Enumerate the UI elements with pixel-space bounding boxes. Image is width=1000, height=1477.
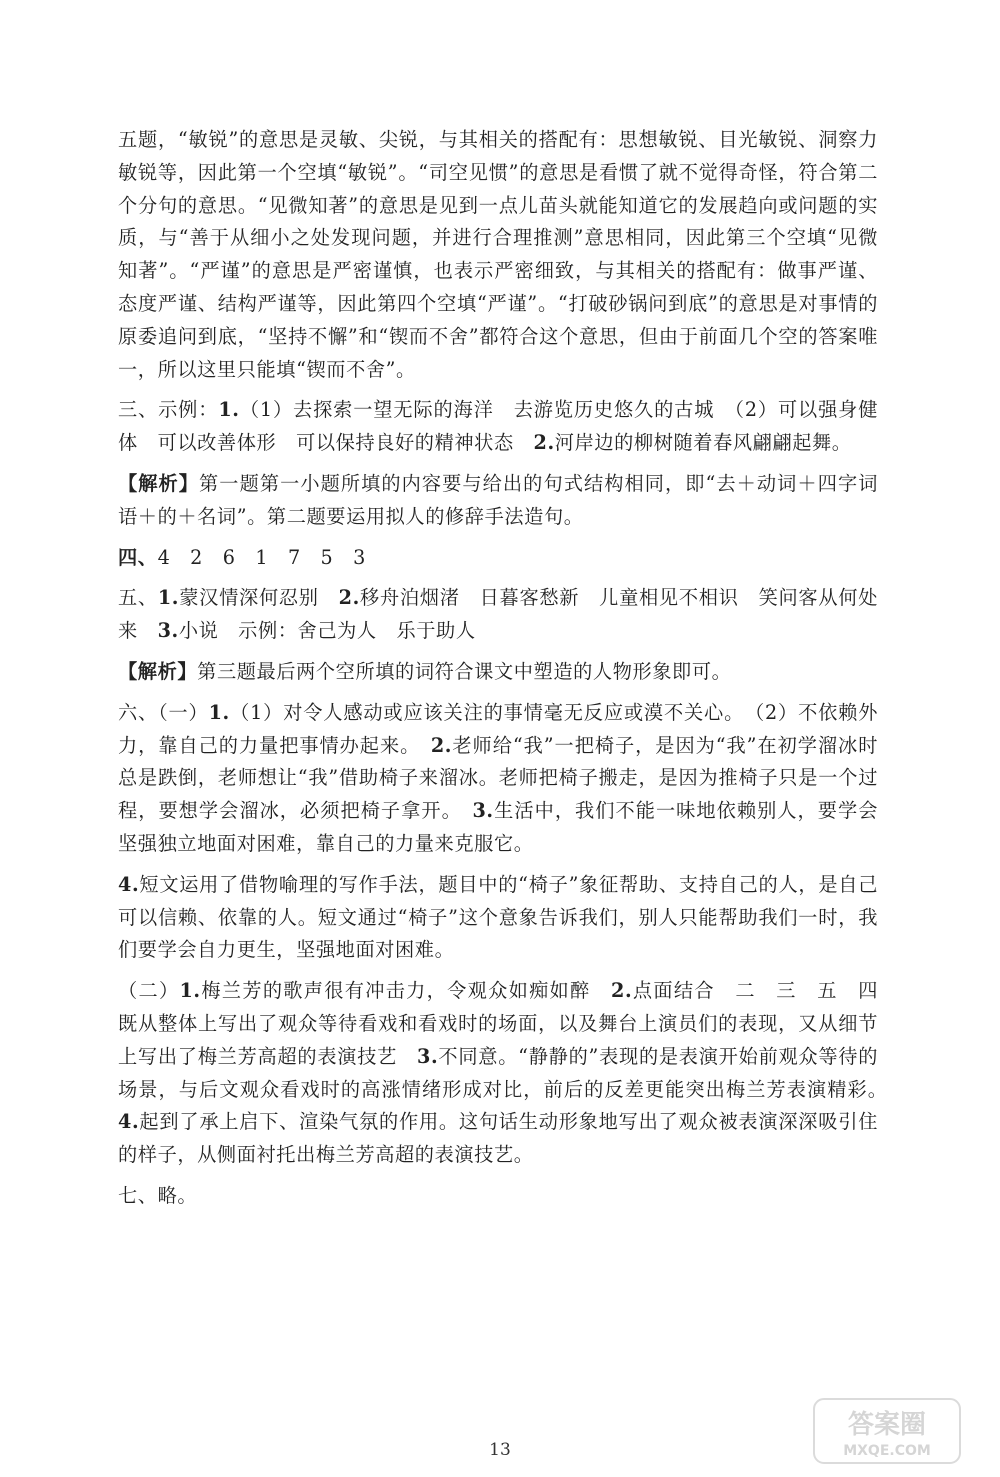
answer-section-5 bbox=[118, 582, 878, 648]
question-number: 2. bbox=[430, 733, 453, 757]
answer-text: （1）对令人感动或应该关注的事情毫无反应或漠不关心。 （2）不依赖外力，靠自己的力量把事情办起来。 bbox=[118, 700, 878, 757]
question-number: 1. bbox=[179, 979, 201, 1003]
answer-section-6-part-1 bbox=[118, 697, 878, 861]
answer-section-4 bbox=[118, 542, 878, 575]
question-number: 3. bbox=[472, 799, 494, 823]
svg-text:MXQE.COM: MXQE.COM bbox=[843, 1443, 931, 1459]
analysis-text: 第三题最后两个空所填的词符合课文中塑造的人物形象即可。 bbox=[197, 659, 732, 683]
question-number: 4. bbox=[118, 872, 140, 896]
question-number: 2. bbox=[533, 431, 555, 455]
answer-section-6-question-4 bbox=[118, 869, 878, 967]
answer-text: 老师给“我”一把椅子，是因为“我”在初学溜冰时总是跌倒，老师想让“我”借助椅子来溜冰。老师把椅子搬走，是因为推椅子只是一个过程，要想学会溜冰，必须把椅子拿开。 bbox=[118, 733, 878, 823]
analysis-section-3 bbox=[118, 468, 878, 534]
question-number: 2. bbox=[611, 979, 633, 1003]
answer-text: 蒙汉情深何忍别 bbox=[179, 586, 339, 610]
question-number: 3. bbox=[157, 619, 179, 643]
page-number: 13 bbox=[489, 1440, 511, 1460]
question-number: 2. bbox=[338, 586, 360, 610]
answer-text: 起到了承上启下、渲染气氛的作用。这句话生动形象地写出了观众被表演深深吸引住的样子，从侧面衬托出梅兰芳高超的表演技艺。 bbox=[118, 1110, 878, 1167]
question-number: 3. bbox=[417, 1044, 439, 1068]
answer-text: 移舟泊烟渚 日暮客愁新 儿童相见不相识 笑问客从何处来 bbox=[118, 586, 878, 643]
answer-text: 河岸边的柳树随着春风翩翩起舞。 bbox=[554, 431, 852, 455]
section-prefix: 六、（一） bbox=[118, 700, 209, 724]
question-number: 1. bbox=[218, 398, 240, 422]
answer-text: 不同意。“静静的”表现的是表演开始前观众等待的场景，与后文观众看戏时的高涨情绪形成对比，前后的反差更能突出梅兰芳表演精彩。 bbox=[118, 1044, 898, 1101]
question-number: 1. bbox=[208, 700, 230, 724]
answer-paragraph-5-explanation: 五题，“敏锐”的意思是灵敏、尖锐，与其相关的搭配有：思想敏锐、目光敏锐、洞察力敏锐等，因此第一个空填“敏锐”。“司空见惯”的意思是看惯了就不觉得奇怪，符合第二个分句的意思。“见微知著”的意思是见到一点儿苗头就能知道它的发展趋向或问题的实质，与“善于从细小之处发现问题，并进行合理推测”意思相同，因此第三个空填“见微知著”。“严谨”的意思是严密谨慎，也表示严密细致，与其相关的搭配有：做事严谨、态度严谨、结构严谨等，因此第四个空填“严谨”。“打破砂锅问到底”的意思是对事情的原委追问到底，“坚持不懈”和“锲而不舍”都符合这个意思，但由于前面几个空的答案唯一，所以这里只能填“锲而不舍”。 bbox=[118, 128, 878, 381]
question-number: 4. bbox=[118, 1110, 140, 1134]
answer-text: 4 2 6 1 7 5 3 bbox=[157, 545, 366, 569]
analysis-text: 第一题第一小题所填的内容要与给出的句式结构相同，即“去＋动词＋四字词语＋的＋名词”。第二题要运用拟人的修辞手法造句。 bbox=[118, 471, 878, 528]
answer-text: 短文运用了借物喻理的写作手法，题目中的“椅子”象征帮助、支持自己的人，是自己可以信赖、依靠的人。短文通过“椅子”这个意象告诉我们，别人只能帮助我们一时，我们要学会自力更生，坚强地面对困难。 bbox=[118, 872, 878, 962]
analysis-tag: 【解析】 bbox=[118, 659, 198, 683]
answer-section-7: 七、略。 bbox=[118, 1183, 198, 1207]
answer-text: 点面结合 二 三 五 四 既从整体上写出了观众等待看戏和看戏时的场面，以及舞台上演员们的表现，又从细节上写出了梅兰芳高超的表演技艺 bbox=[118, 979, 898, 1068]
svg-text:答案圈: 答案圈 bbox=[847, 1410, 927, 1440]
analysis-section-5 bbox=[118, 656, 878, 689]
section-prefix: 四、 bbox=[118, 545, 158, 569]
answer-page-body bbox=[118, 124, 898, 1221]
answer-text: （1）去探索一望无际的海洋 去游览历史悠久的古城 （2）可以强身健体 可以改善体形 可以保持良好的精神状态 bbox=[118, 398, 878, 455]
answer-text: 小说 示例：舍己为人 乐于助人 bbox=[178, 619, 476, 643]
question-number: 1. bbox=[157, 586, 180, 610]
answer-section-6-part-2 bbox=[118, 975, 898, 1172]
section-prefix: 三、示例： bbox=[118, 398, 219, 422]
analysis-tag: 【解析】 bbox=[118, 471, 200, 495]
answer-text: 生活中，我们不能一味地依赖别人，要学会坚强独立地面对困难，靠自己的力量来克服它。 bbox=[118, 799, 878, 855]
watermark-logo bbox=[812, 1395, 962, 1467]
answer-text: 梅兰芳的歌声很有冲击力，令观众如痴如醉 bbox=[200, 979, 611, 1003]
section-prefix: 五、 bbox=[118, 586, 158, 610]
answer-section-3 bbox=[118, 394, 878, 460]
section-prefix: （二） bbox=[118, 979, 180, 1003]
